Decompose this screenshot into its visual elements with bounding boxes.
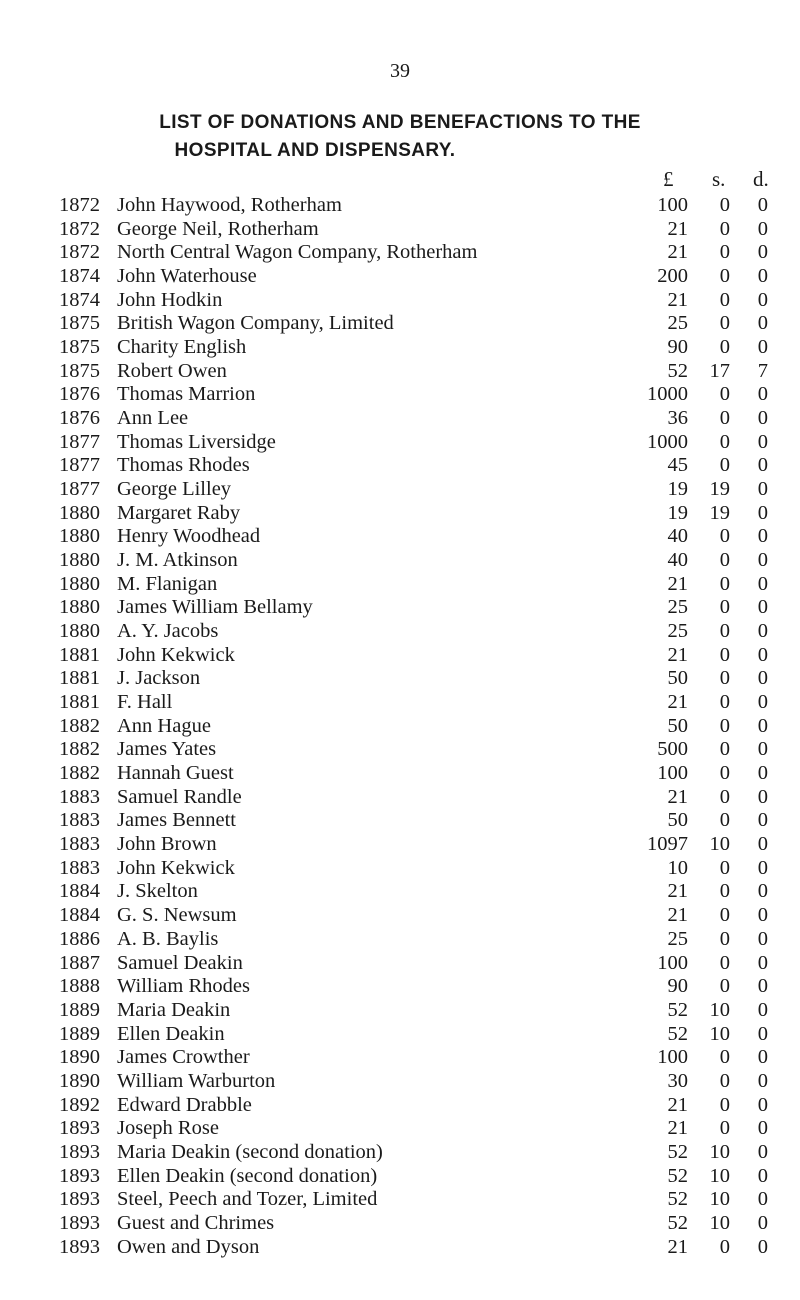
donor-name: Thomas Liversidge <box>117 430 276 453</box>
column-header-pounds: £ <box>663 167 674 191</box>
amount-shillings: 0 <box>719 1117 730 1140</box>
table-row <box>0 431 800 455</box>
amount-shillings: 10 <box>709 833 730 856</box>
amount-shillings: 10 <box>709 998 730 1021</box>
amount-shillings: 0 <box>719 643 730 666</box>
table-row <box>0 975 800 999</box>
donation-year: 1889 <box>59 998 100 1021</box>
amount-pence: 0 <box>757 975 768 998</box>
amount-shillings: 0 <box>719 1235 730 1258</box>
table-row <box>0 1236 800 1260</box>
donation-year: 1874 <box>59 288 100 311</box>
table-row <box>0 952 800 976</box>
table-row <box>0 336 800 360</box>
donor-name: Maria Deakin (second donation) <box>117 1140 383 1163</box>
donation-year: 1881 <box>59 667 100 690</box>
donor-name: Ann Lee <box>117 407 189 430</box>
donor-name: John Hodkin <box>117 288 223 311</box>
amount-pounds: 52 <box>667 1188 688 1211</box>
donor-name: Joseph Rose <box>117 1117 219 1140</box>
donor-name: John Kekwick <box>117 856 235 879</box>
amount-pence: 0 <box>757 904 768 927</box>
donation-year: 1882 <box>59 762 100 785</box>
table-row <box>0 241 800 265</box>
amount-shillings: 0 <box>719 241 730 264</box>
donor-name: William Warburton <box>117 1069 276 1092</box>
amount-pence: 0 <box>757 691 768 714</box>
amount-pounds: 1097 <box>647 833 688 856</box>
table-row <box>0 762 800 786</box>
donation-year: 1886 <box>59 927 100 950</box>
table-row <box>0 1212 800 1236</box>
amount-pounds: 100 <box>657 194 688 216</box>
amount-shillings: 0 <box>719 549 730 572</box>
table-row <box>0 904 800 928</box>
amount-shillings: 0 <box>719 430 730 453</box>
donation-year: 1877 <box>59 430 100 453</box>
donation-year: 1880 <box>59 549 100 572</box>
amount-pounds: 100 <box>657 951 688 974</box>
donor-name: Ann Hague <box>117 714 211 737</box>
donor-name: George Lilley <box>117 478 232 501</box>
donation-year: 1876 <box>59 407 100 430</box>
donation-year: 1883 <box>59 856 100 879</box>
donor-name: Thomas Marrion <box>117 383 256 406</box>
donation-year: 1881 <box>59 643 100 666</box>
donor-name: Samuel Randle <box>117 785 242 808</box>
table-row <box>0 1023 800 1047</box>
amount-shillings: 10 <box>709 1164 730 1187</box>
amount-pence: 0 <box>757 762 768 785</box>
donor-name: Steel, Peech and Tozer, Limited <box>117 1188 378 1211</box>
donation-year: 1884 <box>59 904 100 927</box>
donation-year: 1877 <box>59 478 100 501</box>
donation-year: 1889 <box>59 1022 100 1045</box>
table-row <box>0 1165 800 1189</box>
amount-pounds: 25 <box>667 596 688 619</box>
donation-year: 1875 <box>59 359 100 382</box>
amount-pounds: 21 <box>667 1117 688 1140</box>
donor-name: North Central Wagon Company, Rotherham <box>117 241 478 264</box>
table-row <box>0 786 800 810</box>
table-row <box>0 691 800 715</box>
donor-name: Ellen Deakin <box>117 1022 225 1045</box>
donor-name: Samuel Deakin <box>117 951 243 974</box>
amount-shillings: 0 <box>719 620 730 643</box>
table-row <box>0 525 800 549</box>
table-row <box>0 383 800 407</box>
table-row <box>0 833 800 857</box>
amount-pounds: 1000 <box>647 383 688 406</box>
donation-year: 1872 <box>59 194 100 216</box>
table-row <box>0 265 800 289</box>
amount-pounds: 52 <box>667 1022 688 1045</box>
table-row <box>0 596 800 620</box>
amount-shillings: 0 <box>719 975 730 998</box>
donor-name: James Yates <box>117 738 217 761</box>
amount-pence: 0 <box>757 738 768 761</box>
amount-pence: 0 <box>757 572 768 595</box>
donation-year: 1880 <box>59 501 100 524</box>
table-row <box>0 1094 800 1118</box>
amount-pence: 0 <box>757 596 768 619</box>
donor-name: James Bennett <box>117 809 236 832</box>
donor-name: Ellen Deakin (second donation) <box>117 1164 378 1187</box>
table-row <box>0 809 800 833</box>
amount-shillings: 10 <box>709 1140 730 1163</box>
donor-name: Robert Owen <box>117 359 227 382</box>
donation-year: 1880 <box>59 572 100 595</box>
donation-year: 1872 <box>59 217 100 240</box>
amount-shillings: 0 <box>719 572 730 595</box>
table-row <box>0 715 800 739</box>
donor-name: Henry Woodhead <box>117 525 261 548</box>
amount-shillings: 10 <box>709 1211 730 1234</box>
amount-pence: 0 <box>757 1022 768 1045</box>
amount-pounds: 52 <box>667 998 688 1021</box>
donation-year: 1876 <box>59 383 100 406</box>
amount-pounds: 100 <box>657 1046 688 1069</box>
amount-shillings: 0 <box>719 809 730 832</box>
donation-year: 1883 <box>59 785 100 808</box>
donation-year: 1875 <box>59 336 100 359</box>
donation-year: 1875 <box>59 312 100 335</box>
donation-year: 1890 <box>59 1046 100 1069</box>
amount-pence: 0 <box>757 643 768 666</box>
donation-year: 1884 <box>59 880 100 903</box>
donor-name: Thomas Rhodes <box>117 454 250 477</box>
amount-pence: 0 <box>757 951 768 974</box>
amount-pence: 0 <box>757 454 768 477</box>
amount-pence: 0 <box>757 288 768 311</box>
amount-pence: 0 <box>757 265 768 288</box>
amount-pounds: 50 <box>667 667 688 690</box>
donor-name: J. Jackson <box>117 667 201 690</box>
amount-pence: 0 <box>757 880 768 903</box>
amount-pounds: 52 <box>667 359 688 382</box>
table-row <box>0 738 800 762</box>
column-header-shillings: s. <box>712 167 726 191</box>
amount-pence: 0 <box>757 1140 768 1163</box>
donation-year: 1893 <box>59 1140 100 1163</box>
amount-pounds: 10 <box>667 856 688 879</box>
amount-shillings: 0 <box>719 596 730 619</box>
amount-pounds: 52 <box>667 1164 688 1187</box>
donation-year: 1887 <box>59 951 100 974</box>
table-row <box>0 1070 800 1094</box>
amount-pence: 0 <box>757 217 768 240</box>
donor-name: A. Y. Jacobs <box>117 620 219 643</box>
donation-year: 1872 <box>59 241 100 264</box>
amount-pence: 0 <box>757 430 768 453</box>
amount-pence: 0 <box>757 478 768 501</box>
donor-name: J. M. Atkinson <box>117 549 238 572</box>
table-row <box>0 667 800 691</box>
donation-year: 1893 <box>59 1235 100 1258</box>
table-row <box>0 549 800 573</box>
amount-pence: 0 <box>757 927 768 950</box>
amount-pence: 0 <box>757 667 768 690</box>
amount-pounds: 30 <box>667 1069 688 1092</box>
amount-shillings: 0 <box>719 785 730 808</box>
donation-year: 1881 <box>59 691 100 714</box>
amount-pounds: 25 <box>667 927 688 950</box>
amount-pence: 0 <box>757 620 768 643</box>
table-row <box>0 1117 800 1141</box>
donor-name: J. Skelton <box>117 880 198 903</box>
donation-year: 1874 <box>59 265 100 288</box>
amount-pounds: 21 <box>667 288 688 311</box>
amount-pounds: 52 <box>667 1211 688 1234</box>
table-row <box>0 1046 800 1070</box>
amount-pence: 0 <box>757 809 768 832</box>
amount-pounds: 19 <box>667 501 688 524</box>
donor-name: James William Bellamy <box>117 596 313 619</box>
table-row <box>0 644 800 668</box>
amount-pounds: 21 <box>667 904 688 927</box>
amount-shillings: 0 <box>719 951 730 974</box>
amount-shillings: 0 <box>719 336 730 359</box>
table-row <box>0 478 800 502</box>
column-header-pence: d. <box>753 167 769 191</box>
amount-pounds: 25 <box>667 620 688 643</box>
donation-year: 1882 <box>59 714 100 737</box>
donor-name: M. Flanigan <box>117 572 218 595</box>
donor-name: James Crowther <box>117 1046 250 1069</box>
donor-name: F. Hall <box>117 691 173 714</box>
donor-name: John Brown <box>117 833 217 856</box>
amount-shillings: 0 <box>719 525 730 548</box>
page-title-line-2: HOSPITAL AND DISPENSARY. <box>174 140 456 161</box>
amount-pence: 0 <box>757 1046 768 1069</box>
amount-shillings: 0 <box>719 194 730 216</box>
table-row <box>0 312 800 336</box>
donor-name: British Wagon Company, Limited <box>117 312 394 335</box>
donor-name: Maria Deakin <box>117 998 231 1021</box>
donation-year: 1893 <box>59 1117 100 1140</box>
donor-name: William Rhodes <box>117 975 250 998</box>
donation-year: 1883 <box>59 833 100 856</box>
amount-pounds: 21 <box>667 1093 688 1116</box>
table-row <box>0 857 800 881</box>
donor-name: John Waterhouse <box>117 265 257 288</box>
amount-shillings: 10 <box>709 1188 730 1211</box>
amount-pounds: 40 <box>667 525 688 548</box>
amount-pence: 0 <box>757 714 768 737</box>
amount-pence: 0 <box>757 856 768 879</box>
amount-shillings: 0 <box>719 1046 730 1069</box>
amount-pounds: 90 <box>667 336 688 359</box>
amount-shillings: 0 <box>719 1093 730 1116</box>
amount-shillings: 0 <box>719 856 730 879</box>
amount-shillings: 0 <box>719 904 730 927</box>
donor-name: Owen and Dyson <box>117 1235 260 1258</box>
amount-pounds: 21 <box>667 241 688 264</box>
amount-pence: 0 <box>757 1069 768 1092</box>
amount-shillings: 0 <box>719 880 730 903</box>
donation-year: 1893 <box>59 1188 100 1211</box>
amount-shillings: 0 <box>719 288 730 311</box>
amount-pounds: 50 <box>667 714 688 737</box>
donation-year: 1883 <box>59 809 100 832</box>
donation-year: 1877 <box>59 454 100 477</box>
amount-pence: 0 <box>757 1235 768 1258</box>
page-title-line-1: LIST OF DONATIONS AND BENEFACTIONS TO THE <box>159 112 641 133</box>
amount-pounds: 21 <box>667 643 688 666</box>
table-row <box>0 880 800 904</box>
donor-name: Edward Drabble <box>117 1093 252 1116</box>
amount-pounds: 19 <box>667 478 688 501</box>
table-row <box>0 1188 800 1212</box>
amount-pounds: 90 <box>667 975 688 998</box>
amount-pounds: 52 <box>667 1140 688 1163</box>
amount-shillings: 0 <box>719 454 730 477</box>
amount-pounds: 21 <box>667 880 688 903</box>
amount-pounds: 21 <box>667 572 688 595</box>
donation-year: 1888 <box>59 975 100 998</box>
amount-pence: 0 <box>757 1117 768 1140</box>
amount-shillings: 0 <box>719 714 730 737</box>
amount-pence: 0 <box>757 312 768 335</box>
amount-shillings: 0 <box>719 762 730 785</box>
amount-shillings: 10 <box>709 1022 730 1045</box>
donation-year: 1880 <box>59 525 100 548</box>
amount-pence: 0 <box>757 1211 768 1234</box>
amount-pounds: 21 <box>667 217 688 240</box>
amount-pence: 0 <box>757 241 768 264</box>
amount-pence: 0 <box>757 1188 768 1211</box>
amount-pounds: 100 <box>657 762 688 785</box>
donor-name: A. B. Baylis <box>117 927 219 950</box>
amount-shillings: 0 <box>719 407 730 430</box>
amount-pence: 0 <box>757 501 768 524</box>
table-row <box>0 454 800 478</box>
table-row <box>0 218 800 242</box>
donation-list <box>0 194 800 1259</box>
table-row <box>0 1141 800 1165</box>
donor-name: John Haywood, Rotherham <box>117 194 342 216</box>
donor-name: George Neil, Rotherham <box>117 217 319 240</box>
amount-shillings: 0 <box>719 383 730 406</box>
donation-year: 1880 <box>59 596 100 619</box>
table-row <box>0 928 800 952</box>
donation-year: 1893 <box>59 1211 100 1234</box>
donation-year: 1893 <box>59 1164 100 1187</box>
amount-pounds: 1000 <box>647 430 688 453</box>
amount-pence: 0 <box>757 833 768 856</box>
amount-pence: 0 <box>757 336 768 359</box>
amount-pence: 0 <box>757 1164 768 1187</box>
amount-pounds: 21 <box>667 691 688 714</box>
table-row <box>0 289 800 313</box>
donor-name: John Kekwick <box>117 643 235 666</box>
amount-pence: 0 <box>757 407 768 430</box>
amount-shillings: 0 <box>719 312 730 335</box>
donation-year: 1882 <box>59 738 100 761</box>
amount-pence: 7 <box>757 359 768 382</box>
table-row <box>0 502 800 526</box>
table-row <box>0 194 800 218</box>
amount-pounds: 21 <box>667 1235 688 1258</box>
amount-shillings: 0 <box>719 691 730 714</box>
amount-pence: 0 <box>757 525 768 548</box>
amount-shillings: 0 <box>719 217 730 240</box>
amount-shillings: 0 <box>719 667 730 690</box>
amount-pence: 0 <box>757 194 768 216</box>
amount-shillings: 19 <box>709 478 730 501</box>
donor-name: Hannah Guest <box>117 762 234 785</box>
table-row <box>0 999 800 1023</box>
page-number: 39 <box>390 60 410 82</box>
donor-name: G. S. Newsum <box>117 904 237 927</box>
amount-pounds: 500 <box>657 738 688 761</box>
table-row <box>0 620 800 644</box>
amount-shillings: 19 <box>709 501 730 524</box>
amount-pence: 0 <box>757 383 768 406</box>
amount-pounds: 200 <box>657 265 688 288</box>
amount-pounds: 36 <box>667 407 688 430</box>
amount-shillings: 0 <box>719 265 730 288</box>
amount-pounds: 21 <box>667 785 688 808</box>
amount-pence: 0 <box>757 785 768 808</box>
amount-pence: 0 <box>757 549 768 572</box>
amount-shillings: 0 <box>719 1069 730 1092</box>
amount-pounds: 50 <box>667 809 688 832</box>
donor-name: Margaret Raby <box>117 501 241 524</box>
amount-pounds: 45 <box>667 454 688 477</box>
donation-year: 1892 <box>59 1093 100 1116</box>
table-row <box>0 360 800 384</box>
donor-name: Guest and Chrimes <box>117 1211 275 1234</box>
table-row <box>0 407 800 431</box>
amount-pence: 0 <box>757 1093 768 1116</box>
amount-pounds: 25 <box>667 312 688 335</box>
donation-year: 1890 <box>59 1069 100 1092</box>
amount-pence: 0 <box>757 998 768 1021</box>
amount-shillings: 17 <box>709 359 730 382</box>
amount-pounds: 40 <box>667 549 688 572</box>
donor-name: Charity English <box>117 336 247 359</box>
table-row <box>0 573 800 597</box>
donation-year: 1880 <box>59 620 100 643</box>
amount-shillings: 0 <box>719 927 730 950</box>
amount-shillings: 0 <box>719 738 730 761</box>
